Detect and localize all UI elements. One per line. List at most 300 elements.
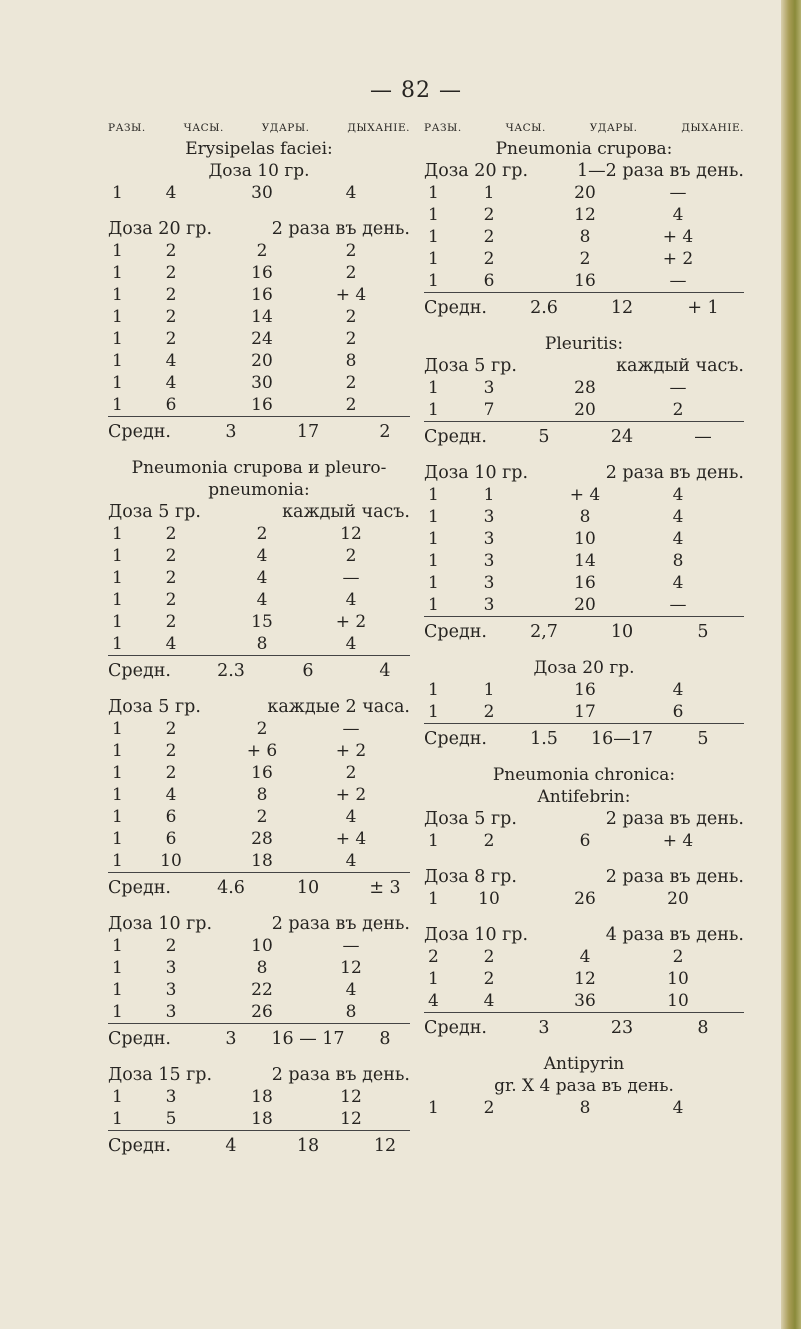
cell-chasy: 2 (483, 249, 495, 269)
cell-dykhanie: 2 (345, 263, 357, 283)
cell-udary: 20 (251, 351, 273, 371)
cell-dykhanie: 4 (672, 507, 684, 527)
cell-razy: 1 (112, 568, 123, 588)
table-row (424, 270, 744, 292)
cell-razy: 1 (112, 183, 123, 203)
average-row (108, 655, 410, 682)
table-row (108, 567, 410, 589)
average-row (424, 616, 744, 643)
cell-chasy: 6 (165, 829, 177, 849)
page-edge (781, 0, 801, 1329)
cell-udary: 8 (256, 785, 268, 805)
cell-chasy: 2 (165, 590, 177, 610)
table-row (108, 784, 410, 806)
dose-block (108, 138, 410, 204)
cell-dykhanie: 4 (672, 205, 684, 225)
cell-dykhanie: 8 (345, 1002, 357, 1022)
cell-udary: 20 (574, 400, 596, 420)
cell-dykhanie: 8 (672, 551, 684, 571)
cell-razy: 1 (428, 183, 439, 203)
table-row (424, 679, 744, 701)
cell-razy: 1 (112, 285, 123, 305)
table-row (108, 935, 410, 957)
table-row (108, 1108, 410, 1130)
column-header (108, 122, 410, 138)
cell-chasy: 2 (165, 719, 177, 739)
cell-udary: 8 (579, 507, 591, 527)
cell-chasy: 2 (483, 969, 495, 989)
cell-udary: 18 (251, 1109, 273, 1129)
dose-block (424, 1053, 744, 1119)
average-chasy: 2,7 (530, 622, 558, 642)
cell-chasy: 1 (483, 183, 495, 203)
cell-dykhanie: 2 (345, 329, 357, 349)
cell-udary: 16 (251, 395, 273, 415)
average-chasy: 2.3 (217, 661, 245, 681)
average-dykhanie: 2 (379, 422, 391, 442)
section-title: Pneumonia crupoвa: (495, 139, 673, 159)
average-label: Средн. (424, 622, 487, 642)
average-label: Средн. (424, 427, 487, 447)
cell-dykhanie: 6 (672, 702, 684, 722)
cell-dykhanie: 8 (345, 351, 357, 371)
cell-razy: 1 (428, 271, 439, 291)
average-dykhanie: 8 (379, 1029, 391, 1049)
table-row (424, 182, 744, 204)
cell-udary: 24 (251, 329, 273, 349)
dose-line (108, 696, 410, 718)
cell-udary: 14 (251, 307, 273, 327)
cell-razy: 1 (112, 980, 123, 1000)
average-chasy: 3 (225, 422, 237, 442)
cell-udary: 18 (251, 1087, 273, 1107)
cell-udary: 20 (574, 595, 596, 615)
dose-block (424, 866, 744, 910)
cell-dykhanie: 4 (672, 573, 684, 593)
cell-dykhanie: 4 (345, 590, 357, 610)
header-chasy: ЧАСЫ. (183, 122, 224, 134)
average-row (108, 872, 410, 899)
cell-razy: 1 (428, 378, 439, 398)
cell-dykhanie: 4 (672, 485, 684, 505)
block-spacer (108, 682, 410, 696)
cell-razy: 1 (112, 329, 123, 349)
cell-chasy: 3 (483, 595, 495, 615)
dose-frequency: 1—2 раза въ день. (577, 161, 744, 181)
dose-line (424, 160, 744, 182)
cell-razy: 1 (428, 205, 439, 225)
cell-udary: 20 (574, 183, 596, 203)
cell-udary: 2 (579, 249, 591, 269)
average-udary: 18 (296, 1136, 320, 1156)
table-row (108, 284, 410, 306)
block-spacer (424, 750, 744, 764)
header-dykhanie: ДЫХАНІЕ. (347, 122, 410, 134)
dose-block (424, 764, 744, 852)
dose-line (108, 501, 410, 523)
average-udary: 16—17 (590, 729, 654, 749)
average-dykhanie: — (694, 427, 712, 447)
cell-dykhanie: 10 (667, 991, 689, 1011)
block-spacer (424, 852, 744, 866)
dose-block (108, 913, 410, 1050)
dose-frequency: 2 раза въ день. (271, 914, 410, 934)
average-dykhanie: 5 (697, 729, 709, 749)
cell-razy: 1 (428, 529, 439, 549)
cell-chasy: 2 (165, 763, 177, 783)
dose-line (424, 924, 744, 946)
cell-udary: 16 (251, 263, 273, 283)
cell-chasy: 4 (165, 634, 177, 654)
dose-line (424, 355, 744, 377)
section-title: pneumonia: (208, 480, 310, 500)
cell-udary: 2 (256, 524, 268, 544)
dose-line (108, 1064, 410, 1086)
cell-razy: 2 (428, 947, 439, 967)
cell-chasy: 3 (483, 378, 495, 398)
average-dykhanie: 12 (373, 1136, 397, 1156)
cell-udary: 28 (574, 378, 596, 398)
cell-dykhanie: 4 (345, 807, 357, 827)
table-row (424, 946, 744, 968)
cell-chasy: 2 (165, 612, 177, 632)
table-row (108, 394, 410, 416)
cell-razy: 1 (112, 524, 123, 544)
cell-udary: 14 (574, 551, 596, 571)
section-title: Antipyrin (543, 1054, 625, 1074)
cell-udary: 16 (251, 285, 273, 305)
cell-chasy: 2 (165, 936, 177, 956)
cell-dykhanie: 12 (340, 958, 362, 978)
cell-udary: 15 (251, 612, 273, 632)
average-row (108, 416, 410, 443)
cell-udary: 10 (251, 936, 273, 956)
dose-frequency: 2 раза въ день. (605, 809, 744, 829)
table-row (108, 240, 410, 262)
cell-razy: 1 (112, 263, 123, 283)
cell-razy: 1 (112, 634, 123, 654)
cell-razy: 1 (428, 831, 439, 851)
header-razy: РАЗЫ. (108, 122, 146, 134)
table-row (424, 204, 744, 226)
dose-amount: Доза 5 гр. (108, 697, 201, 717)
page-number: — 82 — (370, 78, 462, 103)
table-row (108, 262, 410, 284)
average-label: Средн. (108, 1029, 171, 1049)
dose-block (424, 657, 744, 750)
table-row (424, 990, 744, 1012)
average-row (108, 1130, 410, 1157)
cell-razy: 4 (428, 991, 439, 1011)
block-spacer (108, 899, 410, 913)
right-column (424, 122, 744, 1119)
cell-chasy: 3 (483, 573, 495, 593)
cell-dykhanie: 4 (345, 980, 357, 1000)
dose-block (108, 1064, 410, 1157)
dose-line (424, 808, 744, 830)
dose-block (424, 333, 744, 448)
average-chasy: 2.6 (530, 298, 558, 318)
cell-udary: 10 (574, 529, 596, 549)
cell-dykhanie: + 2 (335, 741, 367, 761)
cell-razy: 1 (112, 373, 123, 393)
table-row (424, 888, 744, 910)
cell-razy: 1 (428, 485, 439, 505)
cell-chasy: 4 (165, 183, 177, 203)
cell-udary: 16 (251, 763, 273, 783)
cell-razy: 1 (112, 1087, 123, 1107)
cell-udary: 22 (251, 980, 273, 1000)
average-row (424, 421, 744, 448)
table-row (424, 399, 744, 421)
cell-udary: 16 (574, 271, 596, 291)
dose-amount: Доза 5 гр. (424, 356, 517, 376)
cell-udary: 36 (574, 991, 596, 1011)
cell-dykhanie: 2 (672, 947, 684, 967)
average-dykhanie: ± 3 (369, 878, 401, 898)
cell-chasy: 4 (483, 991, 495, 1011)
dose-block (108, 218, 410, 443)
table-row (424, 377, 744, 399)
cell-dykhanie: — (669, 183, 687, 203)
cell-dykhanie: + 2 (335, 785, 367, 805)
average-label: Средн. (108, 878, 171, 898)
table-row (108, 589, 410, 611)
cell-udary: 4 (256, 568, 268, 588)
average-label: Средн. (108, 1136, 171, 1156)
cell-chasy: 4 (165, 785, 177, 805)
table-row (108, 182, 410, 204)
cell-dykhanie: — (669, 271, 687, 291)
cell-chasy: 3 (165, 1002, 177, 1022)
cell-udary: 8 (256, 634, 268, 654)
table-row (424, 484, 744, 506)
table-row (108, 372, 410, 394)
table-row (424, 572, 744, 594)
table-row (108, 762, 410, 784)
cell-udary: 16 (574, 680, 596, 700)
cell-udary: 28 (251, 829, 273, 849)
cell-razy: 1 (112, 719, 123, 739)
cell-dykhanie: + 2 (335, 612, 367, 632)
cell-razy: 1 (112, 763, 123, 783)
cell-razy: 1 (428, 680, 439, 700)
cell-chasy: 10 (478, 889, 500, 909)
section-title: Доза 10 гр. (208, 161, 310, 181)
table-row (424, 528, 744, 550)
dose-amount: Доза 5 гр. (424, 809, 517, 829)
left-column (108, 122, 410, 1157)
table-row (108, 306, 410, 328)
average-udary: 10 (296, 878, 320, 898)
average-label: Средн. (108, 661, 171, 681)
cell-chasy: 3 (165, 980, 177, 1000)
dose-frequency: 2 раза въ день. (271, 1065, 410, 1085)
cell-dykhanie: 4 (345, 851, 357, 871)
dose-frequency: 2 раза въ день. (605, 463, 744, 483)
cell-razy: 1 (112, 851, 123, 871)
table-row (108, 523, 410, 545)
cell-udary: + 4 (569, 485, 601, 505)
dose-amount: Доза 10 гр. (424, 925, 529, 945)
cell-razy: 1 (112, 785, 123, 805)
cell-chasy: 4 (165, 373, 177, 393)
cell-udary: 2 (256, 719, 268, 739)
cell-chasy: 1 (483, 680, 495, 700)
cell-dykhanie: — (342, 568, 360, 588)
cell-chasy: 3 (483, 529, 495, 549)
section-title: Pleuritis: (544, 334, 624, 354)
cell-dykhanie: 12 (340, 1087, 362, 1107)
average-row (424, 723, 744, 750)
average-chasy: 4 (225, 1136, 237, 1156)
average-label: Средн. (424, 729, 487, 749)
block-spacer (424, 1039, 744, 1053)
average-dykhanie: 4 (379, 661, 391, 681)
dose-block (108, 696, 410, 899)
cell-udary: + 6 (246, 741, 278, 761)
cell-razy: 1 (428, 573, 439, 593)
cell-chasy: 2 (165, 741, 177, 761)
dose-line (424, 866, 744, 888)
dose-amount: Доза 15 гр. (108, 1065, 213, 1085)
right-blocks (424, 138, 744, 1119)
average-chasy: 3 (538, 1018, 550, 1038)
cell-dykhanie: 2 (345, 546, 357, 566)
cell-razy: 1 (428, 507, 439, 527)
section-title: gr. X 4 раза въ день. (494, 1076, 674, 1096)
average-chasy: 5 (538, 427, 550, 447)
cell-chasy: 6 (483, 271, 495, 291)
cell-razy: 1 (112, 612, 123, 632)
average-udary: 24 (610, 427, 634, 447)
average-label: Средн. (108, 422, 171, 442)
cell-dykhanie: 4 (672, 1098, 684, 1118)
dose-frequency: 4 раза въ день. (605, 925, 744, 945)
cell-udary: 6 (579, 831, 591, 851)
table-row (424, 550, 744, 572)
table-row (108, 979, 410, 1001)
dose-amount: Доза 10 гр. (424, 463, 529, 483)
cell-udary: 4 (579, 947, 591, 967)
average-udary: 10 (610, 622, 634, 642)
cell-udary: 4 (256, 546, 268, 566)
dose-frequency: каждый часъ. (282, 502, 410, 522)
cell-dykhanie: 2 (345, 373, 357, 393)
section-title: Pneumonia crupoвa и pleuro- (131, 458, 387, 478)
cell-razy: 1 (112, 807, 123, 827)
average-dykhanie: + 1 (687, 298, 719, 318)
cell-chasy: 5 (165, 1109, 177, 1129)
block-spacer (108, 1050, 410, 1064)
cell-chasy: 6 (165, 807, 177, 827)
table-row (108, 1001, 410, 1023)
table-row (424, 506, 744, 528)
cell-chasy: 2 (483, 947, 495, 967)
cell-dykhanie: + 2 (662, 249, 694, 269)
header-razy: РАЗЫ. (424, 122, 462, 134)
header-udary: УДАРЫ. (589, 122, 638, 134)
table-row (424, 594, 744, 616)
cell-dykhanie: 4 (345, 634, 357, 654)
cell-dykhanie: 2 (345, 763, 357, 783)
table-row (108, 633, 410, 655)
dose-amount: Доза 20 гр. (424, 161, 529, 181)
table-row (108, 350, 410, 372)
table-row (108, 545, 410, 567)
cell-chasy: 3 (165, 1087, 177, 1107)
cell-razy: 1 (112, 546, 123, 566)
block-spacer (108, 443, 410, 457)
cell-razy: 1 (112, 741, 123, 761)
dose-frequency: 2 раза въ день. (271, 219, 410, 239)
cell-chasy: 3 (483, 551, 495, 571)
cell-chasy: 1 (483, 485, 495, 505)
cell-chasy: 2 (165, 546, 177, 566)
block-spacer (424, 643, 744, 657)
table-row (108, 828, 410, 850)
dose-frequency: каждый часъ. (616, 356, 744, 376)
average-row (424, 1012, 744, 1039)
dose-block (424, 138, 744, 319)
table-row (108, 806, 410, 828)
cell-udary: 4 (256, 590, 268, 610)
column-header (424, 122, 744, 138)
cell-razy: 1 (428, 889, 439, 909)
cell-udary: 30 (251, 183, 273, 203)
dose-line (424, 462, 744, 484)
table-row (108, 328, 410, 350)
table-row (108, 1086, 410, 1108)
average-row (424, 292, 744, 319)
cell-chasy: 6 (165, 395, 177, 415)
cell-dykhanie: 2 (345, 307, 357, 327)
average-row (108, 1023, 410, 1050)
table-row (424, 248, 744, 270)
cell-udary: 8 (256, 958, 268, 978)
section-title: Доза 20 гр. (533, 658, 635, 678)
dose-amount: Доза 20 гр. (108, 219, 213, 239)
cell-dykhanie: + 4 (662, 227, 694, 247)
dose-frequency: 2 раза въ день. (605, 867, 744, 887)
cell-chasy: 2 (165, 307, 177, 327)
cell-dykhanie: + 4 (335, 829, 367, 849)
cell-chasy: 2 (483, 702, 495, 722)
cell-dykhanie: 12 (340, 1109, 362, 1129)
table-row (424, 226, 744, 248)
cell-chasy: 2 (483, 831, 495, 851)
block-spacer (424, 448, 744, 462)
dose-block (424, 462, 744, 643)
cell-razy: 1 (428, 1098, 439, 1118)
cell-dykhanie: 2 (345, 241, 357, 261)
cell-razy: 1 (112, 936, 123, 956)
table-row (108, 718, 410, 740)
average-udary: 12 (610, 298, 634, 318)
cell-dykhanie: + 4 (335, 285, 367, 305)
block-spacer (424, 319, 744, 333)
cell-razy: 1 (112, 395, 123, 415)
cell-chasy: 2 (483, 205, 495, 225)
cell-chasy: 2 (165, 329, 177, 349)
cell-udary: 8 (579, 227, 591, 247)
cell-chasy: 7 (483, 400, 495, 420)
cell-chasy: 2 (165, 524, 177, 544)
cell-razy: 1 (428, 249, 439, 269)
cell-chasy: 3 (165, 958, 177, 978)
cell-dykhanie: 20 (667, 889, 689, 909)
table-row (424, 968, 744, 990)
